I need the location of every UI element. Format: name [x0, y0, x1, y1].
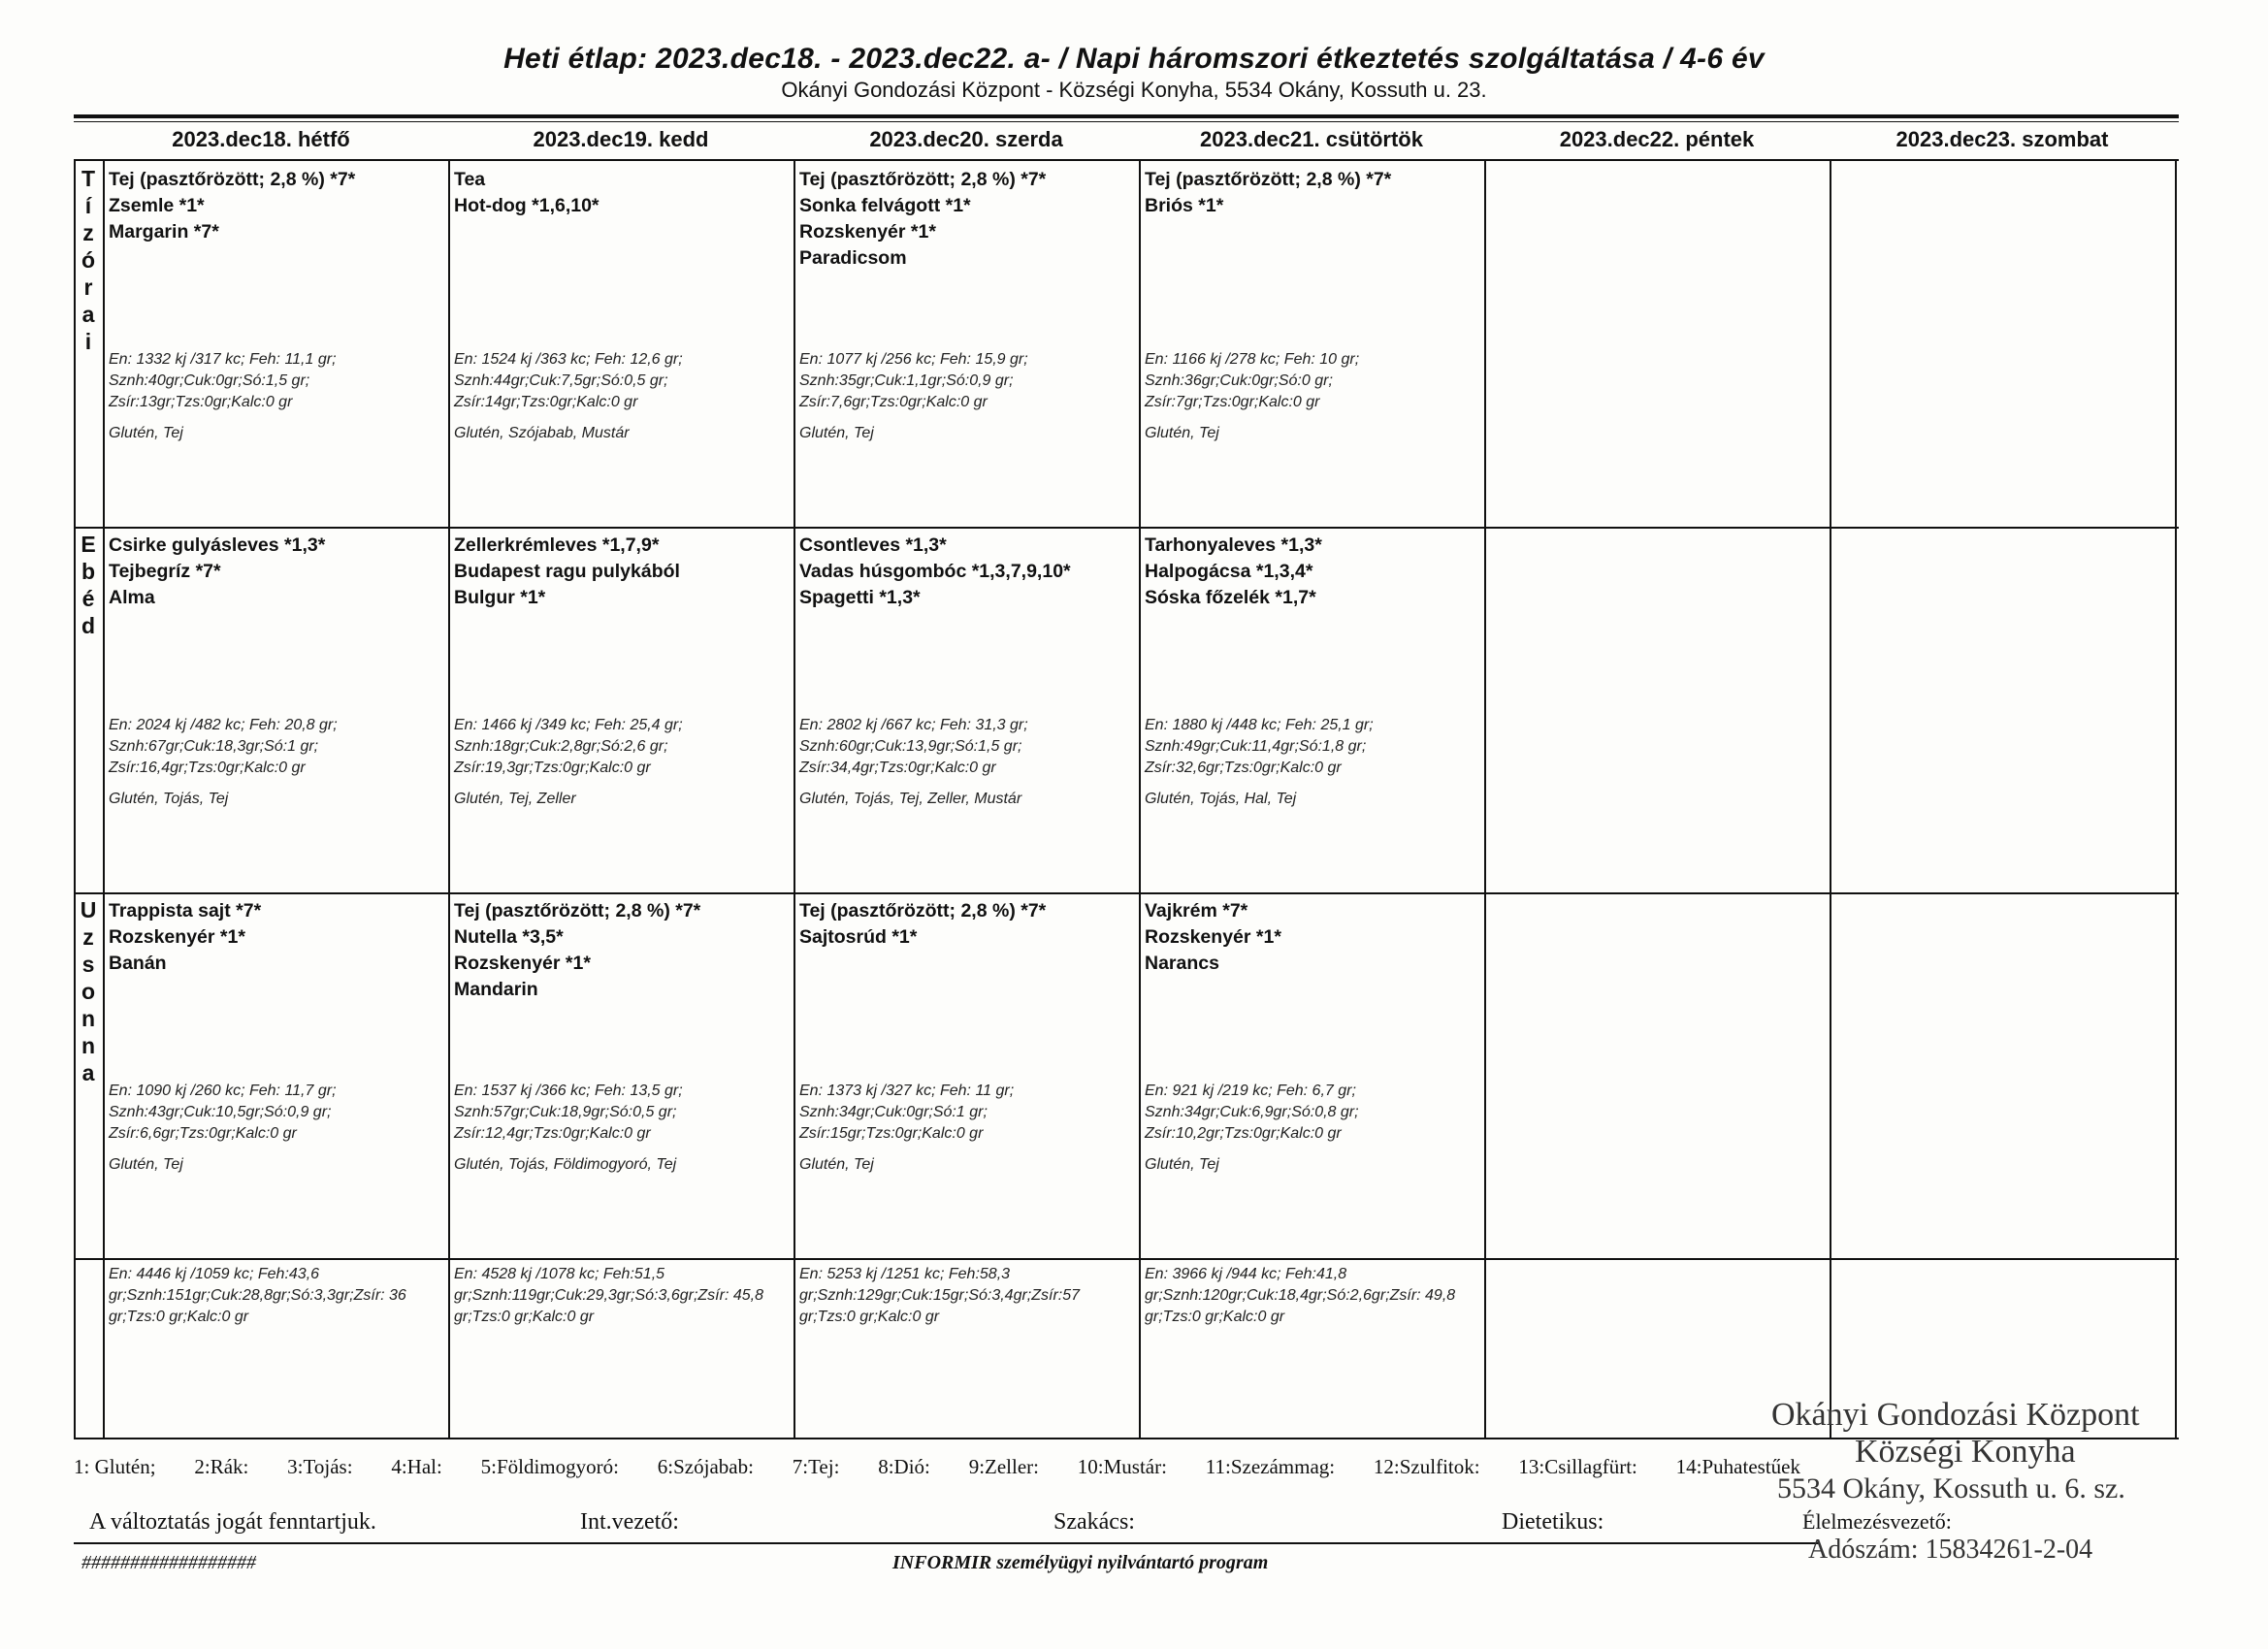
allergen-list: Glutén, Tej [799, 1156, 874, 1173]
legend-item: 2:Rák: [194, 1455, 249, 1478]
meal-item: Zellerkrémleves *1,7,9* [454, 534, 660, 556]
legend-item: 3:Tojás: [287, 1455, 353, 1478]
nutrition-info [109, 1081, 337, 1145]
header-rule [74, 114, 2179, 118]
nutrition-line: En: 1090 kj /260 kc; Feh: 11,7 gr; [109, 1083, 337, 1099]
meal-cell [1145, 167, 1391, 219]
allergen-list: Glutén, Tojás, Földimogyoró, Tej [454, 1156, 677, 1173]
allergen-legend [74, 1455, 1800, 1479]
allergen-list: Glutén, Tej, Zeller [454, 791, 576, 807]
legend-item: 13:Csillagfürt: [1518, 1455, 1637, 1478]
meal-cell [454, 167, 599, 219]
daily-total: En: 5253 kj /1251 kc; Feh:58,3 gr;Sznh:129gr;Cuk:15gr;Só:3,4gr;Zsír:57 gr;Tzs:0 gr;Kalc:0 gr [799, 1266, 1081, 1325]
footer-elelmezesvezeto: Élelmezésvezető: [1802, 1509, 1952, 1534]
meal-row-label [74, 165, 103, 355]
meal-cell [109, 898, 261, 977]
meal-item: Tej (pasztőrözött; 2,8 %) *7* [799, 900, 1047, 922]
meal-item: Tejbegríz *7* [109, 561, 221, 582]
footer-program-name: INFORMIR személyügyi nyilvántartó program [892, 1552, 1269, 1573]
legend-item: 14:Puhatestűek [1675, 1455, 1800, 1478]
legend-item: 10:Mustár: [1077, 1455, 1167, 1478]
nutrition-line: Sznh:43gr;Cuk:10,5gr;Só:0,9 gr; [109, 1104, 332, 1120]
meal-item: Sóska főzelék *1,7* [1145, 587, 1316, 608]
meal-cell [109, 533, 325, 611]
table-row-rule [74, 159, 2179, 161]
meal-label-letter: é [81, 586, 95, 611]
table-row-rule [74, 1258, 2179, 1260]
nutrition-line: En: 1524 kj /363 kc; Feh: 12,6 gr; [454, 351, 683, 368]
footer-note: A változtatás jogát fenntartjuk. [89, 1509, 376, 1535]
meal-items [109, 898, 261, 977]
nutrition-line: Zsír:12,4gr;Tzs:0gr;Kalc:0 gr [454, 1125, 651, 1142]
meal-item: Tej (pasztőrözött; 2,8 %) *7* [1145, 169, 1392, 190]
meal-item: Tej (pasztőrözött; 2,8 %) *7* [799, 169, 1047, 190]
nutrition-info [799, 1081, 1014, 1145]
nutrition-line: Zsír:15gr;Tzs:0gr;Kalc:0 gr [799, 1125, 984, 1142]
day-header: 2023.dec22. péntek [1559, 127, 1755, 151]
nutrition-line: En: 921 kj /219 kc; Feh: 6,7 gr; [1145, 1083, 1356, 1099]
meal-items [1145, 898, 1281, 977]
meal-item: Tea [454, 169, 486, 190]
meal-label-letter: o [81, 979, 96, 1004]
meal-cell [109, 167, 355, 245]
meal-item: Sonka felvágott *1* [799, 195, 971, 216]
footer-hashes: ################## [81, 1552, 256, 1573]
meal-item: Csirke gulyásleves *1,3* [109, 534, 326, 556]
stamp-line-3: 5534 Okány, Kossuth u. 6. sz. [1777, 1472, 2125, 1504]
nutrition-info [799, 349, 1028, 413]
allergen-list: Glutén, Tojás, Hal, Tej [1145, 791, 1297, 807]
meal-label-letter: s [81, 952, 95, 977]
nutrition-line: Sznh:18gr;Cuk:2,8gr;Só:2,6 gr; [454, 738, 668, 755]
table-column-rule [1484, 159, 1486, 1438]
nutrition-line: Zsír:7gr;Tzs:0gr;Kalc:0 gr [1145, 394, 1320, 410]
nutrition-info [1145, 715, 1374, 779]
nutrition-line: En: 1332 kj /317 kc; Feh: 11,1 gr; [109, 351, 337, 368]
meal-item: Zsemle *1* [109, 195, 205, 216]
nutrition-line: En: 1466 kj /349 kc; Feh: 25,4 gr; [454, 717, 683, 733]
meal-cell [799, 533, 1071, 611]
meal-label-letter: E [81, 532, 96, 557]
day-header: 2023.dec20. szerda [869, 127, 1063, 151]
meal-label-letter: a [81, 1060, 95, 1085]
meal-item: Alma [109, 587, 155, 608]
nutrition-info [1145, 349, 1359, 413]
footer-int-vezeto: Int.vezető: [580, 1509, 679, 1535]
allergen-list: Glutén, Tej [1145, 1156, 1219, 1173]
meal-item: Tej (pasztőrözött; 2,8 %) *7* [109, 169, 356, 190]
meal-item: Banán [109, 953, 167, 974]
day-header: 2023.dec21. csütörtök [1200, 127, 1423, 151]
nutrition-line: En: 1373 kj /327 kc; Feh: 11 gr; [799, 1083, 1015, 1099]
meal-items [454, 898, 700, 1003]
meal-item: Vajkrém *7* [1145, 900, 1248, 922]
meal-label-letter: í [84, 193, 92, 218]
meal-item: Margarin *7* [109, 221, 219, 242]
meal-row-label [74, 531, 103, 639]
nutrition-line: En: 2024 kj /482 kc; Feh: 20,8 gr; [109, 717, 338, 733]
meal-item: Narancs [1145, 953, 1219, 974]
meal-items [799, 898, 1046, 951]
day-header: 2023.dec18. hétfő [172, 127, 350, 151]
nutrition-line: En: 1880 kj /448 kc; Feh: 25,1 gr; [1145, 717, 1374, 733]
meal-item: Bulgur *1* [454, 587, 546, 608]
legend-item: 1: Glutén; [74, 1455, 156, 1478]
meal-item: Tej (pasztőrözött; 2,8 %) *7* [454, 900, 701, 922]
nutrition-line: Sznh:34gr;Cuk:6,9gr;Só:0,8 gr; [1145, 1104, 1359, 1120]
meal-item: Tarhonyaleves *1,3* [1145, 534, 1322, 556]
nutrition-info [454, 1081, 683, 1145]
legend-item: 9:Zeller: [968, 1455, 1039, 1478]
nutrition-line: En: 1077 kj /256 kc; Feh: 15,9 gr; [799, 351, 1028, 368]
nutrition-line: Zsír:14gr;Tzs:0gr;Kalc:0 gr [454, 394, 638, 410]
nutrition-line: Sznh:57gr;Cuk:18,9gr;Só:0,5 gr; [454, 1104, 677, 1120]
meal-item: Briós *1* [1145, 195, 1224, 216]
meal-label-letter: i [84, 329, 92, 354]
meal-items [109, 533, 325, 611]
meal-items [799, 533, 1071, 611]
meal-label-letter: n [81, 1006, 96, 1031]
meal-item: Hot-dog *1,6,10* [454, 195, 599, 216]
meal-items [109, 167, 355, 245]
meal-item: Paradicsom [799, 247, 907, 269]
table-column-rule [1139, 159, 1141, 1438]
stamp-line-2: Községi Konyha [1855, 1434, 2076, 1470]
meal-item: Mandarin [454, 979, 538, 1000]
meal-items [1145, 167, 1391, 219]
meal-item: Rozskenyér *1* [109, 926, 245, 948]
table-column-rule [794, 159, 795, 1438]
footer-szakacs: Szakács: [1053, 1509, 1135, 1535]
nutrition-line: En: 1537 kj /366 kc; Feh: 13,5 gr; [454, 1083, 683, 1099]
meal-label-letter: z [82, 924, 94, 950]
legend-item: 12:Szulfitok: [1373, 1455, 1480, 1478]
nutrition-info [454, 349, 683, 413]
meal-label-letter: d [81, 613, 96, 638]
allergen-list: Glutén, Szójabab, Mustár [454, 425, 630, 441]
meal-item: Nutella *3,5* [454, 926, 564, 948]
legend-item: 7:Tej: [792, 1455, 840, 1478]
nutrition-line: Sznh:60gr;Cuk:13,9gr;Só:1,5 gr; [799, 738, 1022, 755]
table-row-rule [74, 892, 2179, 894]
menu-title: Heti étlap: 2023.dec18. - 2023.dec22. a- / Napi háromszori étkeztetés szolgáltatása / 4-6 év [503, 43, 1765, 75]
daily-total: En: 3966 kj /944 kc; Feh:41,8 gr;Sznh:120gr;Cuk:18,4gr;Só:2,6gr;Zsír: 49,8 gr;Tzs:0 gr;Kalc:0 gr [1145, 1266, 1456, 1325]
stamp-line-4: Adószám: 15834261-2-04 [1808, 1535, 2093, 1565]
meal-label-letter: n [81, 1033, 96, 1058]
legend-item: 5:Földimogyoró: [480, 1455, 619, 1478]
allergen-list: Glutén, Tej [109, 425, 183, 441]
table-column-rule [2175, 159, 2177, 1438]
meal-item: Sajtosrúd *1* [799, 926, 918, 948]
nutrition-line: Sznh:49gr;Cuk:11,4gr;Só:1,8 gr; [1145, 738, 1367, 755]
nutrition-line: Zsír:7,6gr;Tzs:0gr;Kalc:0 gr [799, 394, 988, 410]
legend-item: 6:Szójabab: [657, 1455, 754, 1478]
meal-label-letter: r [83, 275, 93, 300]
meal-items [799, 167, 1046, 272]
nutrition-line: Sznh:35gr;Cuk:1,1gr;Só:0,9 gr; [799, 372, 1014, 389]
nutrition-line: Zsír:13gr;Tzs:0gr;Kalc:0 gr [109, 394, 293, 410]
meal-label-letter: U [80, 897, 97, 922]
legend-item: 11:Szezámmag: [1205, 1455, 1336, 1478]
nutrition-line: Sznh:44gr;Cuk:7,5gr;Só:0,5 gr; [454, 372, 668, 389]
nutrition-line: Sznh:36gr;Cuk:0gr;Só:0 gr; [1145, 372, 1333, 389]
meal-item: Rozskenyér *1* [454, 953, 591, 974]
nutrition-line: Zsír:10,2gr;Tzs:0gr;Kalc:0 gr [1145, 1125, 1342, 1142]
meal-label-letter: ó [81, 247, 96, 273]
meal-items [1145, 533, 1322, 611]
meal-cell [1145, 898, 1281, 977]
meal-item: Halpogácsa *1,3,4* [1145, 561, 1313, 582]
nutrition-line: En: 1166 kj /278 kc; Feh: 10 gr; [1145, 351, 1360, 368]
meal-label-letter: a [81, 302, 95, 327]
meal-item: Trappista sajt *7* [109, 900, 262, 922]
table-row-rule [74, 527, 2179, 529]
nutrition-line: Sznh:34gr;Cuk:0gr;Só:1 gr; [799, 1104, 988, 1120]
nutrition-line: Zsír:6,6gr;Tzs:0gr;Kalc:0 gr [109, 1125, 297, 1142]
meal-items [454, 533, 680, 611]
allergen-list: Glutén, Tej [799, 425, 874, 441]
meal-items [454, 167, 599, 219]
legend-item: 8:Dió: [878, 1455, 930, 1478]
nutrition-line: Zsír:16,4gr;Tzs:0gr;Kalc:0 gr [109, 760, 306, 776]
nutrition-info [799, 715, 1028, 779]
stamp-line-1: Okányi Gondozási Központ [1771, 1397, 2140, 1433]
allergen-list: Glutén, Tojás, Tej [109, 791, 229, 807]
footer-dietetikus: Dietetikus: [1502, 1509, 1604, 1535]
nutrition-line: Zsír:32,6gr;Tzs:0gr;Kalc:0 gr [1145, 760, 1342, 776]
daily-total: En: 4528 kj /1078 kc; Feh:51,5 gr;Sznh:119gr;Cuk:29,3gr;Só:3,6gr;Zsír: 45,8 gr;Tzs:0 gr;Kalc:0 gr [454, 1266, 763, 1325]
nutrition-line: En: 2802 kj /667 kc; Feh: 31,3 gr; [799, 717, 1028, 733]
allergen-list: Glutén, Tej [109, 1156, 183, 1173]
menu-table [74, 122, 2181, 1439]
meal-label-letter: z [82, 220, 94, 245]
footer-rule [74, 1542, 1820, 1544]
meal-cell [454, 533, 680, 611]
meal-cell [1145, 533, 1322, 611]
nutrition-line: Sznh:40gr;Cuk:0gr;Só:1,5 gr; [109, 372, 310, 389]
legend-item: 4:Hal: [391, 1455, 442, 1478]
nutrition-line: Zsír:19,3gr;Tzs:0gr;Kalc:0 gr [454, 760, 651, 776]
nutrition-info [454, 715, 683, 779]
meal-label-letter: b [81, 559, 96, 584]
nutrition-info [109, 349, 337, 413]
nutrition-line: Sznh:67gr;Cuk:18,3gr;Só:1 gr; [109, 738, 319, 755]
allergen-list: Glutén, Tojás, Tej, Zeller, Mustár [799, 791, 1022, 807]
nutrition-line: Zsír:34,4gr;Tzs:0gr;Kalc:0 gr [799, 760, 996, 776]
menu-subtitle: Okányi Gondozási Központ - Községi Konyha, 5534 Okány, Kossuth u. 23. [781, 78, 1487, 102]
meal-row-label [74, 896, 103, 1086]
daily-total: En: 4446 kj /1059 kc; Feh:43,6 gr;Sznh:151gr;Cuk:28,8gr;Só:3,3gr;Zsír: 36 gr;Tzs:0 gr;Kalc:0 gr [109, 1266, 406, 1325]
meal-item: Spagetti *1,3* [799, 587, 921, 608]
meal-item: Rozskenyér *1* [1145, 926, 1281, 948]
meal-item: Csontleves *1,3* [799, 534, 947, 556]
allergen-list: Glutén, Tej [1145, 425, 1219, 441]
nutrition-info [1145, 1081, 1359, 1145]
meal-cell [799, 167, 1046, 272]
meal-cell [799, 898, 1046, 951]
meal-item: Rozskenyér *1* [799, 221, 936, 242]
table-column-rule [1830, 159, 1831, 1438]
day-header: 2023.dec23. szombat [1895, 127, 2109, 151]
table-column-rule [448, 159, 450, 1438]
meal-cell [454, 898, 700, 1003]
meal-label-letter: T [81, 166, 96, 191]
meal-item: Budapest ragu pulykából [454, 561, 680, 582]
nutrition-info [109, 715, 338, 779]
day-header: 2023.dec19. kedd [533, 127, 709, 151]
table-column-rule [103, 159, 105, 1438]
meal-item: Vadas húsgombóc *1,3,7,9,10* [799, 561, 1071, 582]
